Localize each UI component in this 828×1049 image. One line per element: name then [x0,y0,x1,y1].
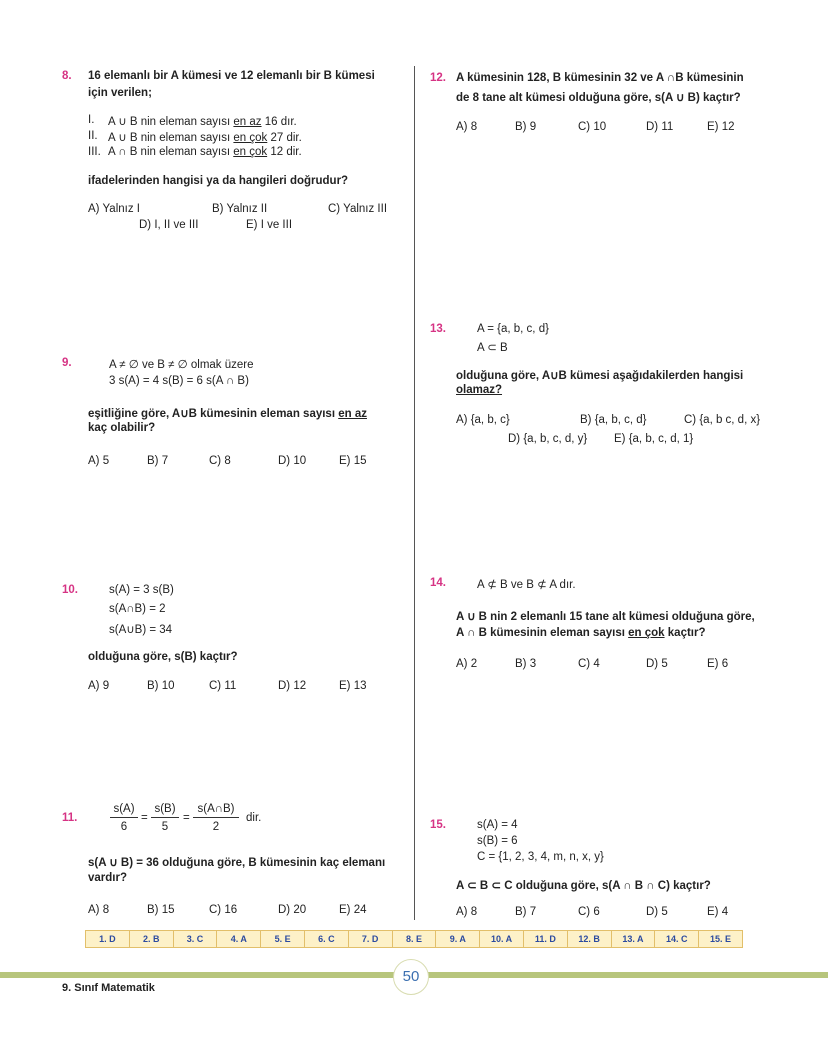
option-b[interactable]: B) 7 [147,455,169,467]
text: en az [233,116,262,128]
question-prompt: olduğuna göre, s(B) kaçtır? [88,651,238,663]
option-a[interactable]: A) 8 [456,121,478,133]
answer-key-cell: 13. A [612,931,656,947]
option-a[interactable]: A) 8 [88,904,110,916]
text: en çok [233,132,268,144]
option-c[interactable]: C) 16 [209,904,238,916]
question-prompt: A ∪ B nin 2 elemanlı 15 tane alt kümesi olduğuna göre, [456,611,755,623]
text: A ∩ B nin eleman sayısı [108,146,234,158]
answer-key-cell: 9. A [436,931,480,947]
text: 27 dir. [267,132,302,144]
given: A ≠ ∅ ve B ≠ ∅ olmak üzere [109,359,254,371]
question-number: 8. [62,70,72,82]
numerator: s(A) [110,803,138,818]
option-e[interactable]: E) 13 [339,680,367,692]
question-prompt: kaç olabilir? [88,422,156,434]
item-label: II. [88,130,98,142]
text: A ∪ B nin eleman sayısı [108,116,234,128]
answer-key-cell: 12. B [568,931,612,947]
page-number: 50 [393,959,429,995]
item-label: III. [88,146,101,158]
question-number: 14. [430,577,446,589]
option-e[interactable]: E) 6 [707,658,729,670]
question-prompt: vardır? [88,872,127,884]
given: s(B) = 6 [477,835,518,847]
question-prompt: A ⊂ B ⊂ C olduğuna göre, s(A ∩ B ∩ C) kaçtır? [456,880,711,892]
given: A ⊄ B ve B ⊄ A dır. [477,579,576,591]
option-c[interactable]: C) 10 [578,121,607,133]
question-text: 16 elemanlı bir A kümesi ve 12 elemanlı bir B kümesi [88,70,375,82]
fraction [110,803,138,833]
answer-key-cell: 2. B [130,931,174,947]
option-d[interactable]: D) 10 [278,455,307,467]
given: s(A) = 3 s(B) [109,584,174,596]
statement-3 [108,146,302,158]
equals: = [183,812,190,824]
option-c[interactable]: C) {a, b c, d, x} [684,414,761,426]
denominator: 5 [161,821,169,833]
given: s(A∪B) = 34 [109,624,173,636]
given: s(A) = 4 [477,819,518,831]
question-prompt: olamaz? [456,384,503,396]
question-number: 12. [430,72,446,84]
question-number: 13. [430,323,446,335]
item-label: I. [88,114,95,126]
fraction [151,803,179,833]
book-title: 9. Sınıf Matematik [62,982,155,994]
text: dir. [246,812,262,824]
answer-key-cell: 14. C [655,931,699,947]
question-number: 11. [62,812,78,824]
option-c[interactable]: C) 8 [209,455,231,467]
text: eşitliğine göre, A∪B kümesinin eleman sayısı [88,408,339,420]
option-d[interactable]: D) 5 [646,658,668,670]
question-prompt: ifadelerinden hangisi ya da hangileri doğrudur? [88,175,349,187]
question-prompt: olduğuna göre, A∪B kümesi aşağıdakilerden hangisi [456,370,744,382]
answer-key-cell: 4. A [217,931,261,947]
answer-key-cell: 10. A [480,931,524,947]
given: 3 s(A) = 4 s(B) = 6 s(A ∩ B) [109,375,249,387]
statement-1 [108,114,297,128]
answer-key-cell: 6. C [305,931,349,947]
question-text: de 8 tane alt kümesi olduğuna göre, s(A ∪ B) kaçtır? [456,92,741,104]
option-d[interactable]: D) 20 [278,904,307,916]
option-b[interactable]: B) 15 [147,904,175,916]
numerator: s(A∩B) [193,803,239,818]
fraction [193,803,239,833]
question-number: 10. [62,584,78,596]
option-c[interactable]: C) 11 [209,680,237,692]
option-a[interactable]: A) {a, b, c} [456,414,510,426]
option-b[interactable]: B) {a, b, c, d} [580,414,647,426]
text: en çok [628,627,665,639]
option-b[interactable]: B) 9 [515,121,537,133]
question-number: 9. [62,357,72,369]
answer-key-cell: 15. E [710,934,732,944]
numerator: s(B) [151,803,179,818]
option-c[interactable]: C) 4 [578,658,600,670]
option-d[interactable]: D) I, II ve III [139,219,199,231]
option-b[interactable]: B) 7 [515,906,537,918]
question-text: için verilen; [88,87,152,99]
given: A ⊂ B [477,342,508,354]
text: kaçtır? [664,627,706,639]
option-b[interactable]: B) 3 [515,658,537,670]
option-e[interactable]: E) {a, b, c, d, 1} [614,433,694,445]
denominator: 6 [120,821,128,833]
text: A ∩ B kümesinin eleman sayısı [456,627,629,639]
denominator: 2 [212,821,220,833]
question-number: 15. [430,819,446,831]
option-a[interactable]: A) 8 [456,906,478,918]
text: en çok [233,146,268,158]
option-e[interactable]: E) 24 [339,904,367,916]
option-b[interactable]: B) Yalnız II [212,203,268,215]
text: A ∪ B nin eleman sayısı [108,132,234,144]
text: 16 dır. [261,116,297,128]
answer-key-cell: 3. C [174,931,218,947]
option-e[interactable]: E) 15 [339,455,367,467]
given: C = {1, 2, 3, 4, m, n, x, y} [477,851,604,863]
option-c[interactable]: C) 6 [578,906,600,918]
option-a[interactable]: A) 9 [88,680,110,692]
answer-key-cell: 8. E [393,931,437,947]
option-a[interactable]: A) Yalnız I [88,203,140,215]
question-prompt [88,406,367,420]
option-d[interactable]: D) 5 [646,906,668,918]
column-divider [414,66,415,920]
question-prompt [456,627,706,639]
option-d[interactable]: D) 11 [646,121,674,133]
question-prompt: s(A ∪ B) = 36 olduğuna göre, B kümesinin kaç elemanı [88,857,386,869]
given: A = {a, b, c, d} [477,323,549,335]
answer-key-cell: 7. D [349,931,393,947]
option-a[interactable]: A) 5 [88,455,110,467]
option-e[interactable]: E) 4 [707,906,729,918]
answer-key-cell: 1. D [86,931,130,947]
option-e[interactable]: E) I ve III [246,219,293,231]
text: 12 dir. [267,146,302,158]
given: s(A∩B) = 2 [109,603,166,615]
option-d[interactable]: D) {a, b, c, d, y} [508,433,588,445]
option-b[interactable]: B) 10 [147,680,175,692]
equals: = [141,812,148,824]
option-e[interactable]: E) 12 [707,121,735,133]
question-text: A kümesinin 128, B kümesinin 32 ve A ∩B kümesinin [456,72,744,84]
answer-key-cell: 5. E [261,931,305,947]
answer-key-bar [85,930,743,948]
text: en az [338,408,367,420]
option-d[interactable]: D) 12 [278,680,307,692]
option-c[interactable]: C) Yalnız III [328,203,388,215]
answer-key-cell: 11. D [524,931,568,947]
statement-2 [108,130,302,144]
option-a[interactable]: A) 2 [456,658,478,670]
